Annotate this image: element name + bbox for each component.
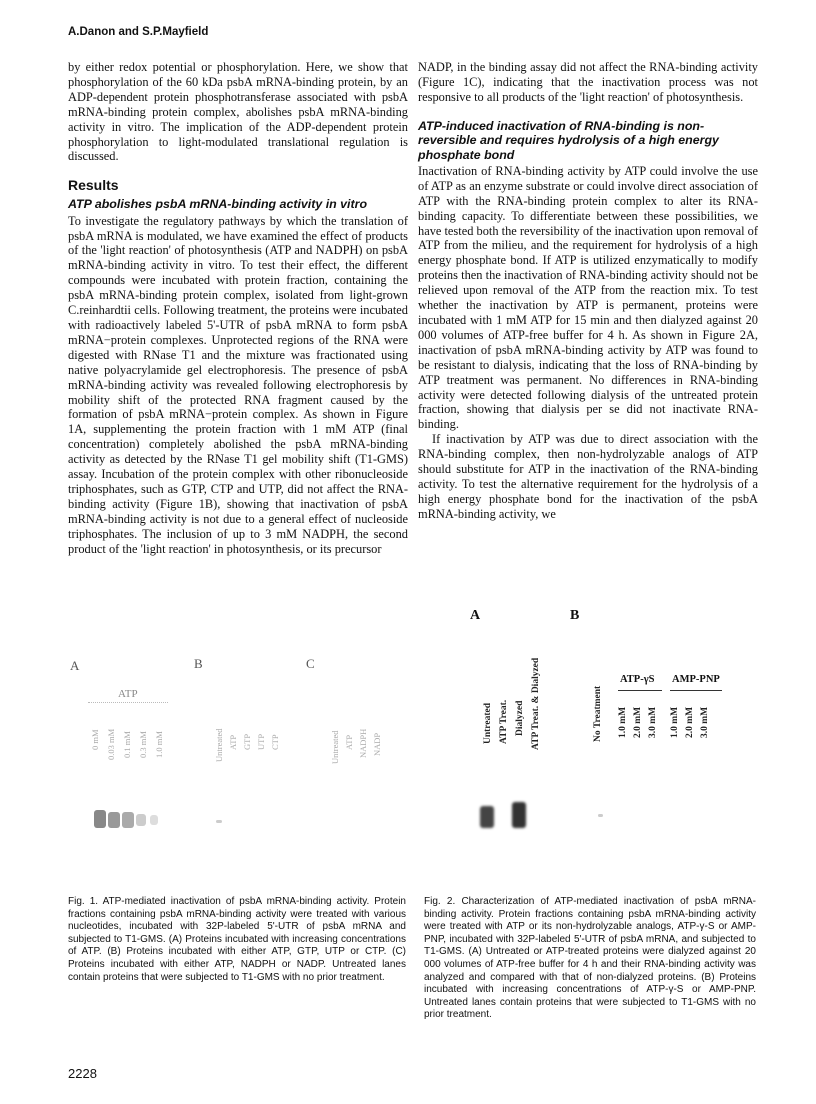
fig1b-lane-1: Untreated [214,728,224,762]
fig2-band [598,814,603,817]
results-heading: Results [68,177,119,194]
fig1-panel-label-b: B [194,656,203,671]
fig1-band [108,812,120,828]
intro-paragraph: by either redox potential or phosphorylation. Here, we show that phosphorylation of the 60 kDa psbA mRNA-binding protein, by an ADP-dependent protein phosphotransferase associated with psbA mRNA-binding protein complex, abolishes psbA mRNA-binding activity in vitro. The implication of the ADP-dependent protein phosphorylation to light-modulated translational regulation is discussed. [68,60,408,164]
fig1-panel-label-c: C [306,656,315,671]
figure-2-caption: Fig. 2. Characterization of ATP-mediated inactivation of psbA mRNA-binding activity. Protein fractions containing psbA mRNA-binding activity were treated with ATP or its non-hydrolyzable analogs, ATP-γ-S or AMP-PNP, incubated with 32P-labeled 5'-UTR of psbA mRNA, and subjected to T1-GMS. (A) Untreated or ATP-treated proteins were dialyzed against 20 000 volumes of ATP-free buffer for 4 h and their RNA-binding activity was analyzed and compared with that of non-dialyzed proteins. (B) Proteins incubated with increasing concentrations of ATP-γ-S or AMP-PNP. Untreated lanes contain proteins that were subjected to T1-GMS with no prior treatment. [424,896,756,1021]
fig2-panel-label-b: B [570,608,580,623]
fig2b-lane-conc-2: 2.0 mM [633,706,643,738]
fig2b-lane-conc-3: 3.0 mM [648,706,658,738]
left-column [68,60,408,557]
fig1b-lane-5: CTP [270,734,280,750]
fig1c-lane-3: NADPH [358,728,368,758]
fig2-band [480,806,494,828]
fig1c-lane-2: ATP [344,734,354,750]
fig1a-lane-1: 0 mM [90,729,100,750]
fig1c-lane-1: Untreated [330,730,340,764]
fig1a-lane-2: 0.03 mM [106,728,116,760]
fig2a-lane-3: Dialyzed [515,700,525,736]
fig2-band [512,802,526,828]
fig2a-lane-4: ATP Treat. & Dialyzed [531,657,541,750]
fig1b-lane-3: GTP [242,733,252,750]
fig2a-lane-2: ATP Treat. [499,699,509,744]
figure-1-gel [68,652,408,882]
fig1a-lane-3: 0.1 mM [122,731,132,758]
section2-paragraph-1: Inactivation of RNA-binding activity by ATP could involve the use of ATP as an enzyme substrate or could involve direct association of ATP with the RNA-binding protein complex to alter its RNA-binding capacity. To differentiate between these possibilities, we have tested both the reversibility of the inactivation upon removal of ATP from the milieu, and the requirement for hydrolysis of a high energy phosphate bond. If ATP is utilized enzymatically to modify proteins then the inactivation of RNA-binding activity should not be relieved upon removal of the ATP from the reaction mix. To test whether the inactivation by ATP is permanent, proteins were incubated with 1 mM ATP for 15 min and then dialyzed against 20 000 volumes of ATP-free buffer for 4 h. As shown in Figure 2A, inactivation of psbA mRNA-binding activity by ATP was found to be resistant to dialysis, indicating that the loss of RNA-binding by ATP treatment was permanent. No differences in RNA-binding activity were detected following dialysis of the untreated protein fraction, showing that dialysis per se did not inactivate RNA-binding. [418,163,758,432]
fig1c-lane-4: NADP [372,732,382,756]
fig1a-lane-5: 1.0 mM [154,731,164,758]
fig2b-lane-conc-1: 1.0 mM [618,706,628,738]
section2-paragraph-2: If inactivation by ATP was due to direct association with the RNA-binding complex, then non-hydrolyzable analogs of ATP should substitute for ATP in the inactivation of the RNA-binding activity. To test the alternative requirement for the hydrolysis of a high energy phosphate bond for the inactivation of the psbA mRNA-binding activity, we [418,432,758,521]
running-header: A.Danon and S.P.Mayfield [68,26,209,38]
section1-paragraph: To investigate the regulatory pathways by which the translation of psbA mRNA is modulated, we have examined the effect of products of the 'light reaction' of photosynthesis (ATP and NADPH) on psbA mRNA-binding activity in vitro. To test their effect, the different compounds were incubated with protein fraction, containing the psbA mRNA-binding protein complex, isolated from light-grown C.reinhardtii cells. Following treatment, the proteins were incubated with radioactively labeled 5'-UTR of psbA mRNA to form psbA mRNA−protein complexes. Unprotected regions of the RNA were digested with RNase T1 and the mixture was fractionated using native polyacrylamide gel electrophoresis. The presence of psbA mRNA-binding activity was revealed following electrophoresis by mobility shift of the protected RNA fragment caused by the formation of psbA mRNA−protein complex. As shown in Figure 1A, supplementing the protein fraction with 1 mM ATP (final concentration) completely abolished the psbA mRNA-binding activity as detected by the RNase T1 gel mobility shift (T1-GMS) assay. Incubation of the protein complex with other ribonucleoside triphosphates, such as GTP, CTP and UTP, did not affect the RNA-binding activity (Figure 1B), showing that inactivation of psbA mRNA-binding activity is not due to a general effect of nucleoside triphosphates. The inclusion of up to 3 mM NADPH, the second product of the 'light reaction' in photosynthesis, or its precursor [68,213,408,556]
fig2b-lane-conc-5: 2.0 mM [685,706,695,738]
fig2b-group-amp-pnp: AMP-PNP [672,674,720,685]
fig2a-lane-1: Untreated [483,703,493,744]
right-column [418,60,758,522]
fig2b-lane-control: No Treatment [593,685,603,742]
continuation-paragraph: NADP, in the binding assay did not affect the RNA-binding activity (Figure 1C), indicating that the inactivation process was not responsive to all products of the 'light reaction' of photosynthesis. [418,60,758,104]
fig2b-lane-conc-6: 3.0 mM [700,706,710,738]
fig1-band [150,815,158,825]
fig1a-lane-4: 0.3 mM [138,731,148,758]
fig2b-group-line-1 [618,690,662,691]
fig1b-lane-4: UTP [256,733,266,750]
fig1-panel-label-a: A [70,658,80,673]
page-number: 2228 [68,1066,97,1081]
fig2b-lane-conc-4: 1.0 mM [670,706,680,738]
section1-heading: ATP abolishes psbA mRNA-binding activity in vitro [68,197,368,212]
fig1-group-label-atp: ATP [118,688,138,700]
fig1-band [216,820,222,823]
fig1b-lane-2: ATP [228,734,238,750]
fig2b-group-atp-gamma-s: ATP-γS [620,674,655,685]
figure-1-caption: Fig. 1. ATP-mediated inactivation of psbA mRNA-binding activity. Protein fractions containing psbA mRNA-binding activity were treated with various nucleotides, incubated with 32P-labeled 5'-UTR of psbA mRNA and subjected to T1-GMS. (A) Proteins incubated with increasing concentrations of ATP. (B) Proteins incubated with either ATP, GTP, UTP or CTP. (C) Proteins incubated with either ATP, NADPH or NADP. Untreated lanes contain proteins that were subjected to T1-GMS with no prior treatment. [68,896,406,983]
fig2-panel-label-a: A [470,608,481,623]
fig1-band [122,812,134,828]
fig1-group-line [88,702,168,703]
fig2b-group-line-2 [670,690,722,691]
figure-2-gel [470,606,770,876]
fig1-band [136,814,146,826]
fig1-band [94,810,106,828]
section2-heading: ATP-induced inactivation of RNA-binding is non-reversible and requires hydrolysis of a high energy phosphate bond [418,118,719,162]
